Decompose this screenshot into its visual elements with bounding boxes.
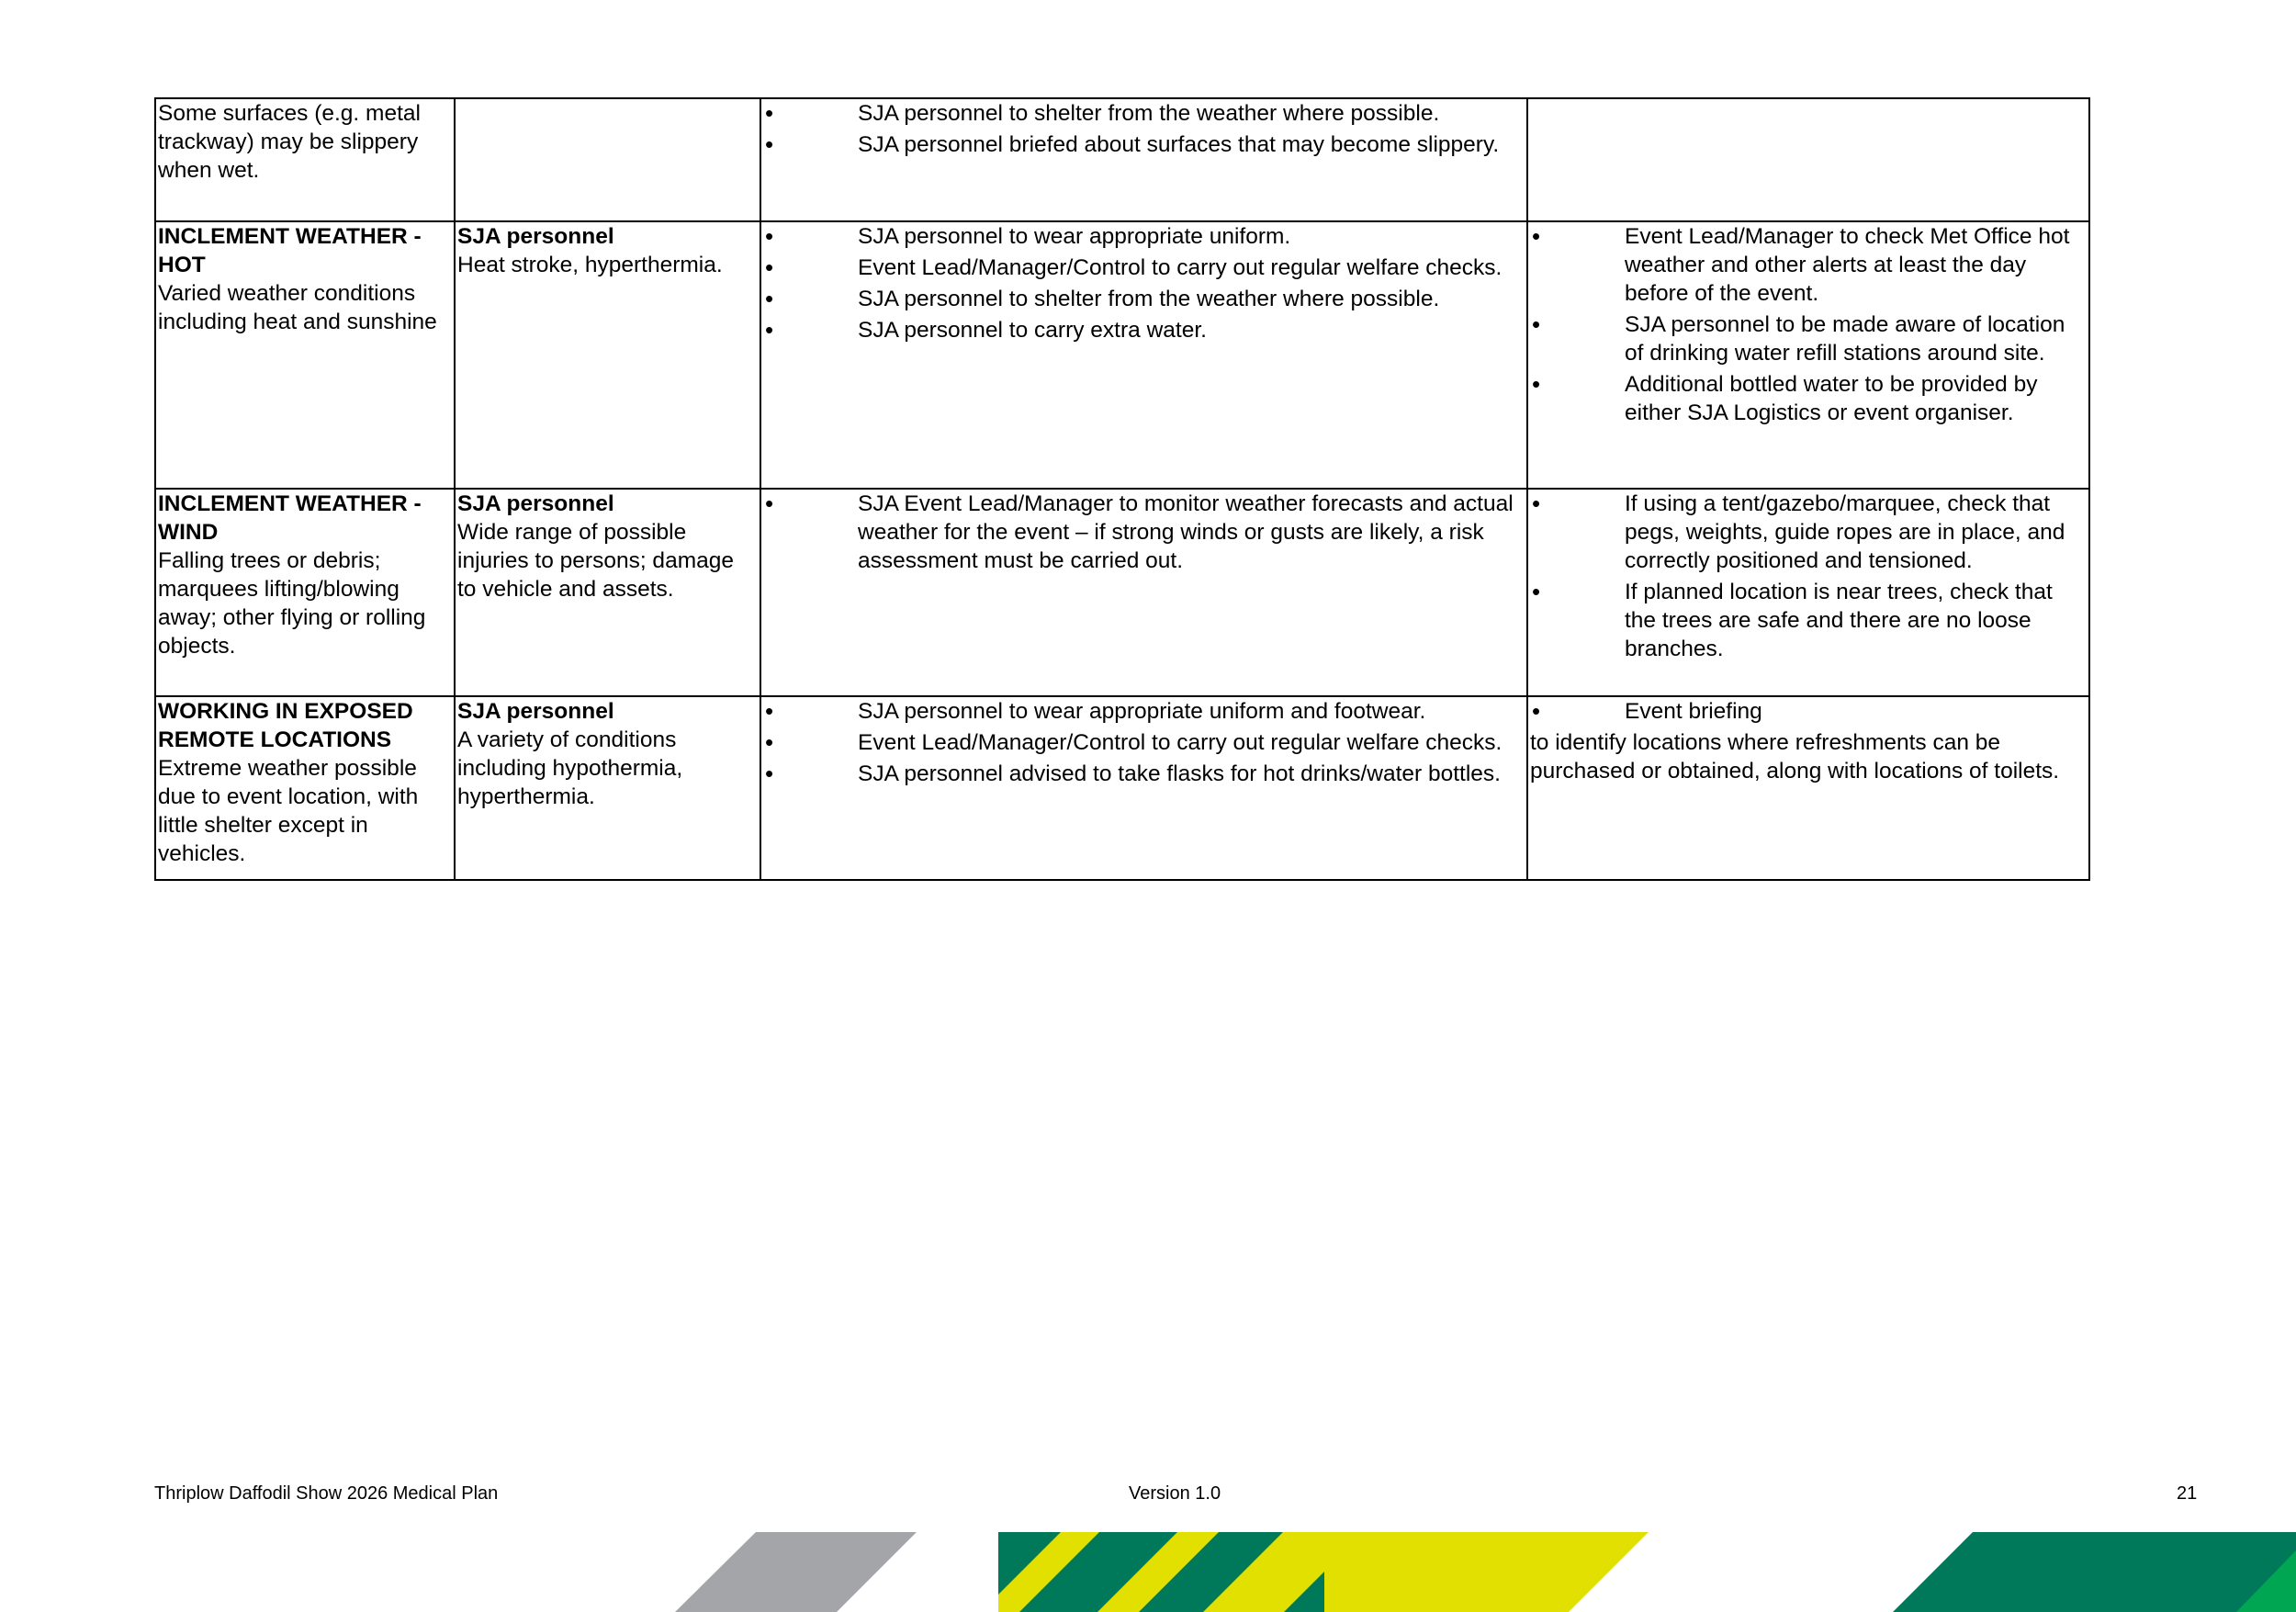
actions-cell — [1527, 489, 2089, 696]
who-description: Heat stroke, hyperthermia. — [457, 253, 723, 277]
hazard-cell — [155, 221, 455, 489]
hazard-description: Varied weather conditions including heat and sunshine — [158, 281, 437, 334]
who-cell — [455, 696, 760, 880]
list-item: • Event Lead/Manager to check Met Office hot weather and other alerts at least the day before of the event. — [1625, 222, 2087, 308]
risk-assessment-table — [154, 97, 2090, 881]
list-item: • Event Lead/Manager/Control to carry out regular welfare checks. — [858, 728, 1525, 757]
action-continuation: to identify locations where refreshments can be purchased or obtained, along with locations of toilets. — [1530, 730, 2060, 783]
list-item: • SJA personnel to wear appropriate uniform. — [858, 222, 1525, 251]
green-yellow-band — [998, 1532, 1650, 1612]
actions-cell — [1527, 221, 2089, 489]
table-row — [155, 221, 2089, 489]
who-cell — [455, 98, 760, 221]
list-item: • SJA personnel to wear appropriate uniform and footwear. — [858, 697, 1525, 726]
list-item: • If planned location is near trees, check that the trees are safe and there are no loose branches. — [1625, 578, 2087, 663]
table-row — [155, 489, 2089, 696]
controls-cell — [760, 221, 1527, 489]
list-item: • SJA personnel to shelter from the weather where possible. — [858, 285, 1525, 313]
who-cell — [455, 221, 760, 489]
who-description: A variety of conditions including hypothermia, hyperthermia. — [457, 727, 683, 809]
green-stripe — [1893, 1532, 2296, 1612]
who-title: SJA personnel — [457, 699, 614, 724]
footer-document-title: Thriplow Daffodil Show 2026 Medical Plan — [154, 1483, 499, 1504]
list-item: • SJA personnel advised to take flasks for hot drinks/water bottles. — [858, 760, 1525, 788]
hazard-title: INCLEMENT WEATHER - WIND — [158, 491, 422, 545]
list-item: • SJA personnel to be made aware of location of drinking water refill stations around site. — [1625, 310, 2087, 367]
page-number: 21 — [2177, 1483, 2198, 1504]
controls-cell — [760, 489, 1527, 696]
hazard-cell — [155, 696, 455, 880]
list-item: • SJA personnel briefed about surfaces that may become slippery. — [858, 130, 1525, 159]
hazard-description: Falling trees or debris; marquees lifting/blowing away; other flying or rolling objects. — [158, 548, 426, 659]
actions-cell — [1527, 98, 2089, 221]
footer-version: Version 1.0 — [1129, 1483, 1221, 1504]
controls-cell — [760, 98, 1527, 221]
who-title: SJA personnel — [457, 491, 614, 516]
list-item: • Event Lead/Manager/Control to carry out regular welfare checks. — [858, 254, 1525, 282]
list-item: • Event briefing — [1625, 697, 2087, 726]
hazard-description: Extreme weather possible due to event location, with little shelter except in vehicles. — [158, 756, 419, 866]
list-item: • If using a tent/gazebo/marquee, check that pegs, weights, guide ropes are in place, and correctly positioned and tensioned. — [1625, 490, 2087, 575]
who-description: Wide range of possible injuries to persons; damage to vehicle and assets. — [457, 520, 734, 602]
list-item: • SJA personnel to carry extra water. — [858, 316, 1525, 344]
footer-stripe-graphic — [0, 1532, 2296, 1612]
table-row — [155, 98, 2089, 221]
controls-cell — [760, 696, 1527, 880]
hazard-cell — [155, 489, 455, 696]
hazard-title: WORKING IN EXPOSED REMOTE LOCATIONS — [158, 699, 413, 752]
grey-stripe — [675, 1532, 917, 1612]
who-cell — [455, 489, 760, 696]
list-item: • SJA Event Lead/Manager to monitor weather forecasts and actual weather for the event – if strong winds or gusts are likely, a risk assessment must be carried out. — [858, 490, 1525, 575]
list-item: • Additional bottled water to be provided by either SJA Logistics or event organiser. — [1625, 370, 2087, 427]
hazard-description: Some surfaces (e.g. metal trackway) may be slippery when wet. — [158, 101, 421, 183]
table-row — [155, 696, 2089, 880]
list-item: • SJA personnel to shelter from the weather where possible. — [858, 99, 1525, 128]
hazard-cell — [155, 98, 455, 221]
actions-cell — [1527, 696, 2089, 880]
hazard-title: INCLEMENT WEATHER - HOT — [158, 224, 422, 277]
who-title: SJA personnel — [457, 224, 614, 249]
